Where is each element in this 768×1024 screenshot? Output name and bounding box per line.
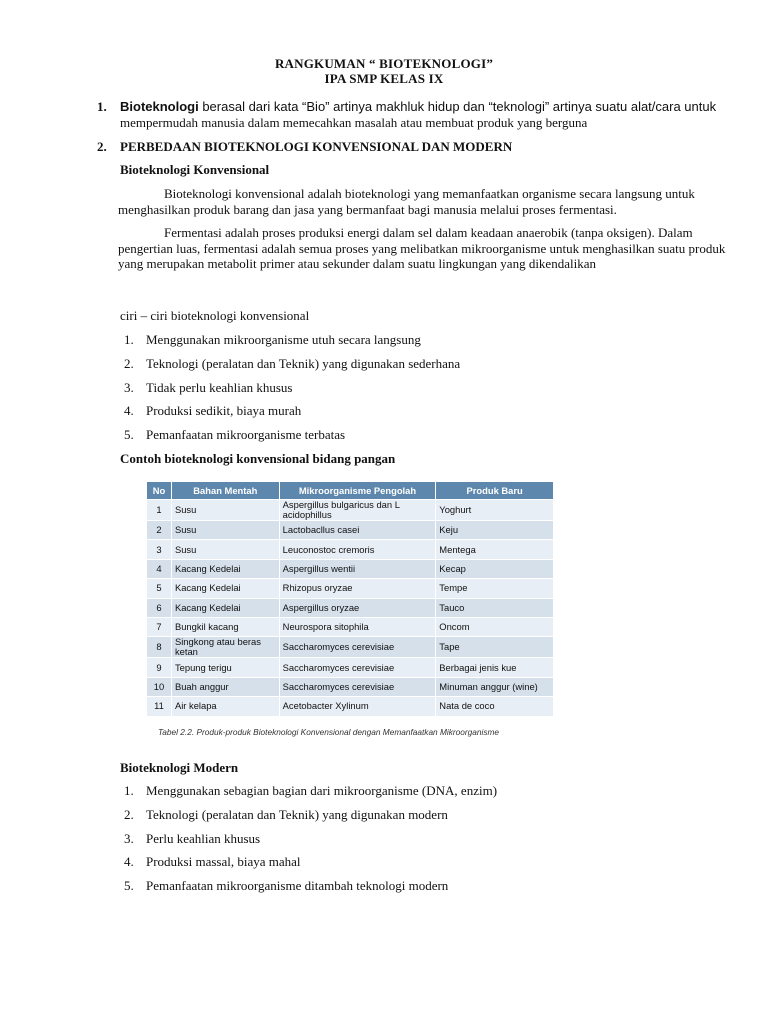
table-cell: Yoghurt: [436, 500, 554, 521]
table-cell: 4: [147, 559, 172, 578]
list-item-text: Produksi sedikit, biaya murah: [146, 403, 302, 419]
list-item-text: Pemanfaatan mikroorganisme terbatas: [146, 427, 346, 443]
konvensional-paragraph-2: Fermentasi adalah proses produksi energi dalam sel dalam keadaan anaerobik (tanpa oksigen). Dalam pengertian luas, fermentasi adalah semua proses yang melibatkan mikroorganisme untuk menghasilkan suatu produk yang merupakan metabolit primer atau sekunder dalam suatu lingkungan yang dikendalikan: [118, 225, 726, 271]
table-cell: Kecap: [436, 559, 554, 578]
table-cell: Tape: [436, 637, 554, 658]
table-cell: 1: [147, 500, 172, 521]
item-1-text-line2: mempermudah manusia dalam memecahkan masalah atau membuat produk yang berguna: [120, 115, 588, 130]
list-item-text: Tidak perlu keahlian khusus: [146, 379, 293, 395]
table-cell: Rhizopus oryzae: [279, 579, 436, 598]
list-item-text: Teknologi (peralatan dan Teknik) yang digunakan modern: [146, 806, 448, 822]
table-row: [147, 697, 554, 716]
table-cell: 11: [147, 697, 172, 716]
list-item-text: Menggunakan mikroorganisme utuh secara langsung: [146, 332, 421, 347]
table-row: [147, 598, 554, 617]
table-cell: 6: [147, 598, 172, 617]
list-item-number: 5.: [124, 427, 134, 443]
table-row: [147, 579, 554, 598]
table-row: [147, 521, 554, 540]
column-header-produk-baru: Produk Baru: [436, 482, 554, 500]
table-cell: Singkong atau beras ketan: [171, 637, 279, 658]
table-row: [147, 677, 554, 696]
table-cell: Leuconostoc cremoris: [279, 540, 436, 559]
table-cell: Aspergillus wentii: [279, 559, 436, 578]
list-item-number: 1.: [124, 332, 134, 347]
table-cell: Neurospora sitophila: [279, 617, 436, 636]
table-cell: Bungkil kacang: [171, 617, 279, 636]
column-header-no: No: [147, 482, 172, 500]
table-cell: Air kelapa: [171, 697, 279, 716]
table-cell: 7: [147, 617, 172, 636]
list-item-number: 4.: [124, 403, 134, 419]
table-cell: Nata de coco: [436, 697, 554, 716]
table-cell: Kacang Kedelai: [171, 598, 279, 617]
table-cell: Lactobacllus casei: [279, 521, 436, 540]
contoh-konvensional-heading: Contoh bioteknologi konvensional bidang pangan: [120, 451, 396, 466]
list-item-number: 1.: [124, 783, 134, 798]
bioteknologi-konvensional-table: [146, 481, 554, 717]
list-item-number: 2.: [124, 355, 134, 371]
list-item-number: 2.: [124, 806, 134, 822]
table-cell: Susu: [171, 521, 279, 540]
table-cell: Saccharomyces cerevisiae: [279, 677, 436, 696]
table-cell: Mentega: [436, 540, 554, 559]
table-row: [147, 540, 554, 559]
table-cell: Saccharomyces cerevisiae: [279, 637, 436, 658]
table-cell: Aspergillus oryzae: [279, 598, 436, 617]
modern-heading: Bioteknologi Modern: [120, 760, 239, 775]
list-item-text: Menggunakan sebagian bagian dari mikroorganisme (DNA, enzim): [146, 783, 498, 798]
table-cell: Oncom: [436, 617, 554, 636]
list-item-text: Pemanfaatan mikroorganisme ditambah teknologi modern: [146, 878, 449, 894]
ciri-konvensional-label: ciri – ciri bioteknologi konvensional: [120, 308, 310, 323]
table-cell: Berbagai jenis kue: [436, 658, 554, 677]
table-cell: Aspergillus bulgaricus dan L acidophillus: [279, 500, 436, 521]
table-cell: Saccharomyces cerevisiae: [279, 658, 436, 677]
konvensional-heading: Bioteknologi Konvensional: [120, 162, 270, 177]
table-header-row: [147, 482, 554, 500]
table-cell: 3: [147, 540, 172, 559]
table-cell: Tauco: [436, 598, 554, 617]
table-cell: 9: [147, 658, 172, 677]
table-cell: Tempe: [436, 579, 554, 598]
column-header-bahan-mentah: Bahan Mentah: [171, 482, 279, 500]
table-cell: Acetobacter Xylinum: [279, 697, 436, 716]
column-header-mikroorganisme: Mikroorganisme Pengolah: [279, 482, 436, 500]
table-row: [147, 637, 554, 658]
document-title: RANGKUMAN “ BIOTEKNOLOGI”: [274, 56, 494, 71]
table-row: [147, 559, 554, 578]
table-cell: Tepung terigu: [171, 658, 279, 677]
table-row: [147, 617, 554, 636]
table-cell: Kacang Kedelai: [171, 559, 279, 578]
document-subtitle: IPA SMP KELAS IX: [324, 71, 444, 86]
table-row: [147, 500, 554, 521]
table-cell: Susu: [171, 500, 279, 521]
list-item-number: 3.: [124, 379, 134, 395]
item-2-number: 2.: [97, 139, 107, 154]
list-item-text: Perlu keahlian khusus: [146, 830, 261, 846]
item-1-number: 1.: [97, 99, 107, 114]
list-item-number: 3.: [124, 830, 134, 846]
konvensional-paragraph-1: Bioteknologi konvensional adalah bioteknologi yang memanfaatkan organisme secara langsung untuk menghasilkan produk barang dan jasa yang bermanfaat bagi manusia melalui proses fermentasi.: [118, 186, 695, 217]
table-cell: 5: [147, 579, 172, 598]
item-1-paragraph: [120, 99, 720, 131]
table-cell: Buah anggur: [171, 677, 279, 696]
item-1-term: Bioteknologi: [120, 99, 199, 114]
item-1-text-line1: berasal dari kata “Bio” artinya makhluk hidup dan “teknologi” artinya suatu alat/cara untuk: [198, 99, 717, 114]
item-2-heading: PERBEDAAN BIOTEKNOLOGI KONVENSIONAL DAN MODERN: [120, 139, 513, 154]
table-cell: 10: [147, 677, 172, 696]
table-cell: Susu: [171, 540, 279, 559]
list-item-text: Teknologi (peralatan dan Teknik) yang digunakan sederhana: [146, 355, 461, 371]
list-item-number: 4.: [124, 854, 134, 870]
table-cell: 2: [147, 521, 172, 540]
table-row: [147, 658, 554, 677]
table-caption: Tabel 2.2. Produk-produk Bioteknologi Konvensional dengan Memanfaatkan Mikroorganisme: [158, 727, 499, 737]
table-cell: Keju: [436, 521, 554, 540]
list-item-text: Produksi massal, biaya mahal: [146, 854, 301, 870]
table-cell: 8: [147, 637, 172, 658]
table-cell: Minuman anggur (wine): [436, 677, 554, 696]
list-item-number: 5.: [124, 878, 134, 894]
table-cell: Kacang Kedelai: [171, 579, 279, 598]
